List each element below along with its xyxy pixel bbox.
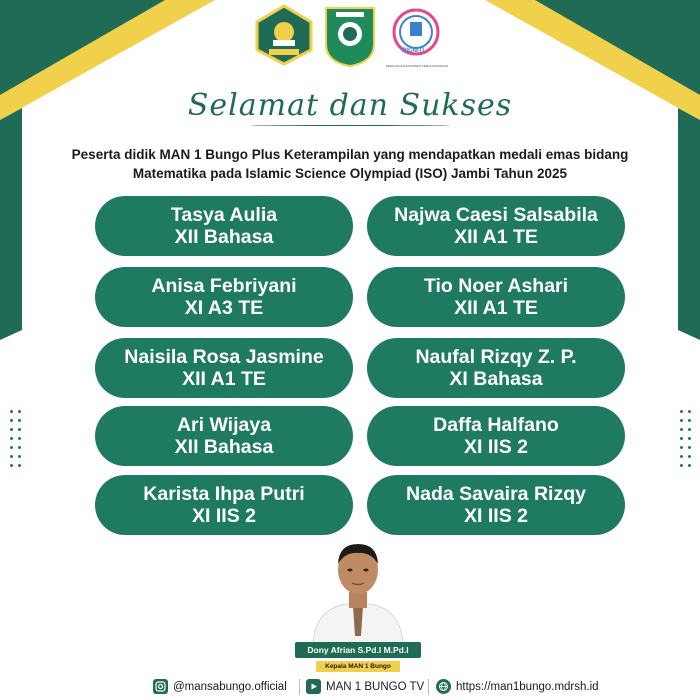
- student-name: Naufal Rizqy Z. P.: [415, 346, 577, 368]
- student-name: Karista Ihpa Putri: [143, 483, 305, 505]
- student-name: Anisa Febriyani: [151, 275, 297, 297]
- headline: Selamat dan Sukses: [0, 88, 700, 126]
- digniti-logo: [384, 4, 448, 68]
- student-class: XII Bahasa: [174, 226, 274, 248]
- student-class: XII A1 TE: [454, 226, 538, 248]
- student-card: [367, 475, 625, 535]
- dots-right: [680, 410, 683, 473]
- student-class: XI IIS 2: [464, 436, 528, 458]
- student-card: [367, 267, 625, 327]
- principal-role: Kepala MAN 1 Bungo: [316, 661, 400, 672]
- student-name: Najwa Caesi Salsabila: [394, 204, 598, 226]
- student-name: Tasya Aulia: [170, 204, 278, 226]
- kemenag-logo: [253, 4, 315, 66]
- intro-text: [40, 145, 660, 183]
- madrasah-logo: [322, 4, 378, 68]
- student-card: [95, 338, 353, 398]
- youtube-channel: MAN 1 BUNGO TV: [326, 680, 425, 693]
- student-class: XI IIS 2: [192, 505, 256, 527]
- intro-line-1: Peserta didik MAN 1 Bungo Plus Keterampilan yang mendapatkan medali emas bidang: [71, 147, 629, 162]
- footer-website[interactable]: [436, 679, 599, 694]
- footer-youtube[interactable]: [306, 679, 424, 694]
- digniti-caption: PERGURUAN EKSPRESI KEMAHASISWAAN: [385, 64, 449, 68]
- student-class: XI IIS 2: [464, 505, 528, 527]
- student-class: XI Bahasa: [449, 368, 543, 390]
- intro-line-2: Matematika pada Islamic Science Olympiad (ISO) Jambi Tahun 2025: [132, 166, 568, 181]
- website-url: https://man1bungo.mdrsh.id: [456, 680, 599, 693]
- student-card: [367, 406, 625, 466]
- student-class: XII A1 TE: [454, 297, 538, 319]
- student-card: [95, 475, 353, 535]
- dots-right-2: [688, 410, 691, 473]
- principal-name: Dony Afrian S.Pd.I M.Pd.I: [295, 642, 421, 658]
- dots-left-2: [18, 410, 21, 473]
- student-name: Naisila Rosa Jasmine: [124, 346, 324, 368]
- footer: [0, 676, 700, 700]
- student-card: [367, 338, 625, 398]
- student-class: XII Bahasa: [174, 436, 274, 458]
- student-name: Nada Savaira Rizqy: [406, 483, 586, 505]
- student-name: Daffa Halfano: [433, 414, 559, 436]
- dots-left: [10, 410, 13, 473]
- digniti-label: DIGNITI: [402, 48, 424, 54]
- student-card: [367, 196, 625, 256]
- principal-photo: [305, 538, 411, 644]
- student-class: XII A1 TE: [182, 368, 266, 390]
- instagram-icon: [153, 679, 168, 694]
- student-name: Ari Wijaya: [176, 414, 272, 436]
- instagram-handle: @mansabungo.official: [173, 680, 287, 693]
- student-card: [95, 267, 353, 327]
- student-card: [95, 406, 353, 466]
- student-name: Tio Noer Ashari: [423, 275, 569, 297]
- youtube-icon: [306, 679, 321, 694]
- footer-instagram[interactable]: [153, 679, 287, 694]
- student-card: [95, 196, 353, 256]
- footer-divider: [428, 679, 429, 695]
- footer-divider: [299, 679, 300, 695]
- student-class: XI A3 TE: [184, 297, 264, 319]
- globe-icon: [436, 679, 451, 694]
- logo-row: [0, 4, 700, 70]
